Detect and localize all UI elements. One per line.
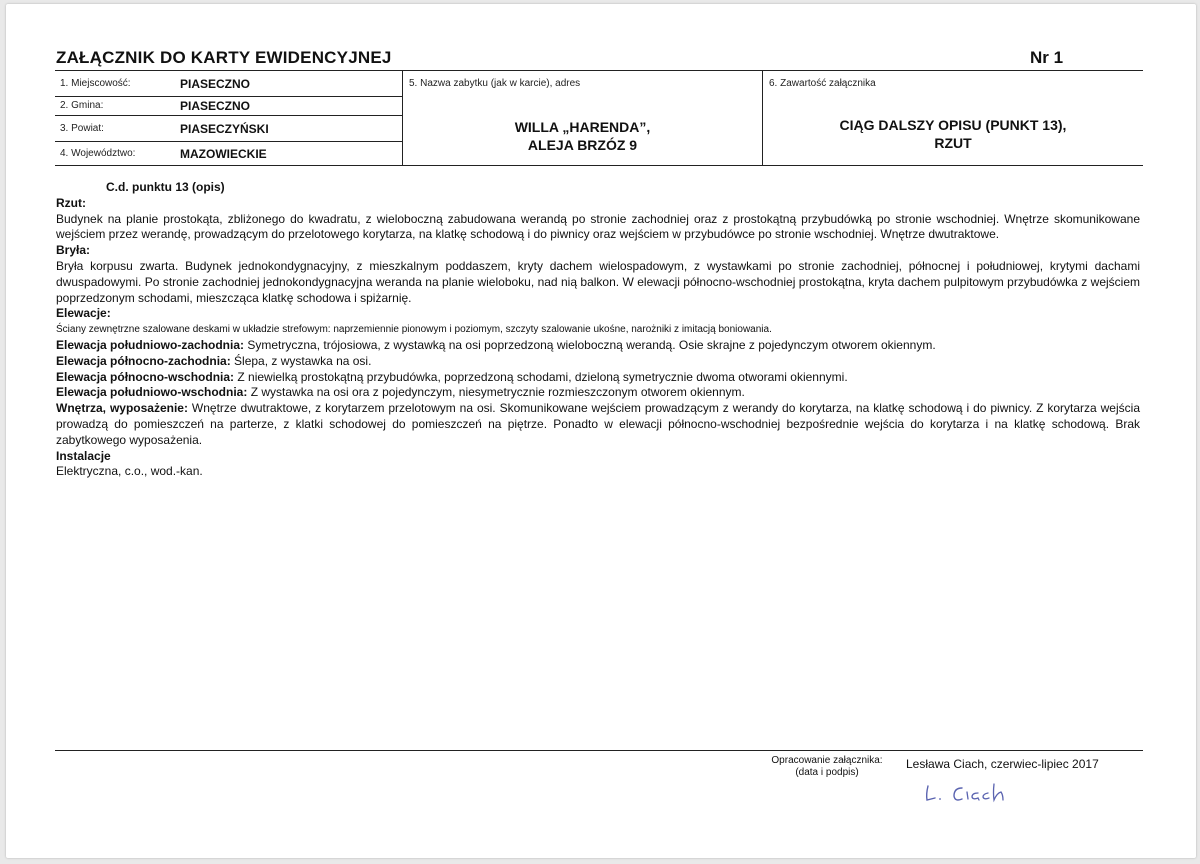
wnetrza-text: Wnętrze dwutraktowe, z korytarzem przelotowym na osi. Skomunikowane wejściem prowadzącym z werandy do korytarza, na klatkę schodową i do piwnicy. Z korytarza wejścia prowadzą do pomieszczeń na parterze, z klatki schodowej do pomieszczeń na piętrze. Ponadto w elewacji północno-wschodniej bezpośrednie wejścia do korytarza i na klatkę schodową. Brak zabytkowego wyposażenia. (56, 401, 1140, 447)
row-divider-2 (55, 115, 402, 116)
elewacja-pn-zach-text: Ślepa, z wystawka na osi. (230, 353, 372, 368)
row-divider-3 (55, 141, 402, 142)
field-label-wojewodztwo: 4. Województwo: (60, 148, 136, 159)
description-body (56, 180, 1140, 480)
header-top-rule (55, 70, 1143, 71)
rzut-heading: Rzut: (56, 195, 86, 210)
field-value-zawartosc (763, 116, 1143, 152)
wnetrza-heading: Wnętrza, wyposażenie: (56, 401, 188, 416)
elewacja-pn-zach (56, 354, 1140, 370)
footer-label-line-2: (data i podpis) (795, 767, 859, 778)
elewacja-pd-wsch-text: Z wystawka na osi ora z pojedynczym, niesymetrycznie rozmieszczonym otworem okiennym. (247, 385, 745, 400)
row-divider-1 (55, 96, 402, 97)
document-number: Nr 1 (1030, 48, 1064, 67)
field-value-miejscowosc: PIASECZNO (180, 77, 251, 91)
field-value-nazwa (403, 118, 762, 154)
bryla-paragraph: Bryła korpusu zwarta. Budynek jednokondygnacyjny, z mieszkalnym poddaszem, kryty dachem wielospadowym, z wystawkami po stronie zachodniej, północnej i południowej, krytymi dachami dwuspadowymi. Po stronie zachodniej jednokondygnacyjna weranda na planie wieloboku, nad nią balkon. W elewacji północno-wschodniej prostokątna, kryta dachem pulpitowym przybudówka z wejściem poprzedzonym schodami, mieszcząca klatkę schodowa i spiżarnię. (56, 258, 1140, 305)
field-value-powiat: PIASECZYŃSKI (180, 122, 269, 136)
nazwa-line-2: ALEJA BRZÓZ 9 (527, 137, 638, 153)
zawartosc-line-2: RZUT (934, 135, 972, 151)
instalacje-paragraph: Elektryczna, c.o., wod.-kan. (56, 464, 203, 479)
header-bottom-rule (55, 165, 1143, 166)
field-value-wojewodztwo: MAZOWIECKIE (180, 147, 267, 161)
document-title: ZAŁĄCZNIK DO KARTY EWIDENCYJNEJ (56, 48, 392, 67)
handwritten-signature (922, 778, 1022, 806)
field-label-powiat: 3. Powiat: (60, 123, 104, 134)
section-title: C.d. punktu 13 (opis) (106, 180, 225, 194)
elewacje-heading: Elewacje: (56, 306, 111, 321)
field-label-gmina: 2. Gmina: (60, 100, 104, 111)
elewacja-pn-wsch-heading: Elewacja północno-wschodnia: (56, 369, 235, 384)
field-value-gmina: PIASECZNO (180, 99, 251, 113)
elewacja-pn-wsch-text: Z niewielką prostokątną przybudówka, poprzedzoną schodami, dzieloną symetrycznie dwoma otworami okiennymi. (234, 369, 848, 384)
elewacja-pd-wsch-heading: Elewacja południowo-wschodnia: (56, 385, 248, 400)
elewacje-note: Ściany zewnętrzne szalowane deskami w układzie strefowym: naprzemiennie pionowym i poziomym, szczyty szalowanie ukośne, narożniki z imitacją boniowania. (56, 324, 772, 336)
footer-author: Lesława Ciach, czerwiec-lipiec 2017 (906, 757, 1099, 771)
nazwa-line-1: WILLA „HARENDA”, (514, 119, 651, 135)
rzut-paragraph: Budynek na planie prostokąta, zbliżonego do kwadratu, z wieloboczną zabudowana werandą po stronie zachodniej oraz z prostokątną przybudówką po stronie wschodniej. Wnętrze skomunikowane wejściem przez werandę, prowadzącym do przelotowego korytarza, na klatkę schodową i do piwnicy oraz wejściem w przybudówce po stronie wschodniej. Wnętrze dwutraktowe. (56, 211, 1140, 242)
footer-label (752, 755, 902, 779)
bryla-heading: Bryła: (56, 243, 91, 258)
elewacja-pd-zach-heading: Elewacja południowo-zachodnia: (56, 337, 245, 352)
instalacje-heading: Instalacje (56, 448, 111, 463)
field-label-zawartosc: 6. Zawartość załącznika (769, 78, 876, 89)
elewacja-pn-wsch (56, 370, 1140, 386)
field-label-miejscowosc: 1. Miejscowość: (60, 78, 131, 89)
zawartosc-line-1: CIĄG DALSZY OPISU (PUNKT 13), (839, 117, 1067, 133)
elewacja-pd-wsch (56, 385, 1140, 401)
footer-label-line-1: Opracowanie załącznika: (771, 755, 883, 766)
elewacja-pd-zach (56, 338, 1140, 354)
elewacja-pn-zach-heading: Elewacja północno-zachodnia: (56, 353, 231, 368)
footer-rule (55, 750, 1143, 751)
elewacja-pd-zach-text: Symetryczna, trójosiowa, z wystawką na osi poprzedzoną wieloboczną werandą. Osie skrajne z pojedynczym otworem okiennym. (244, 337, 936, 352)
wnetrza-paragraph (56, 401, 1140, 448)
field-label-nazwa: 5. Nazwa zabytku (jak w karcie), adres (409, 78, 581, 89)
